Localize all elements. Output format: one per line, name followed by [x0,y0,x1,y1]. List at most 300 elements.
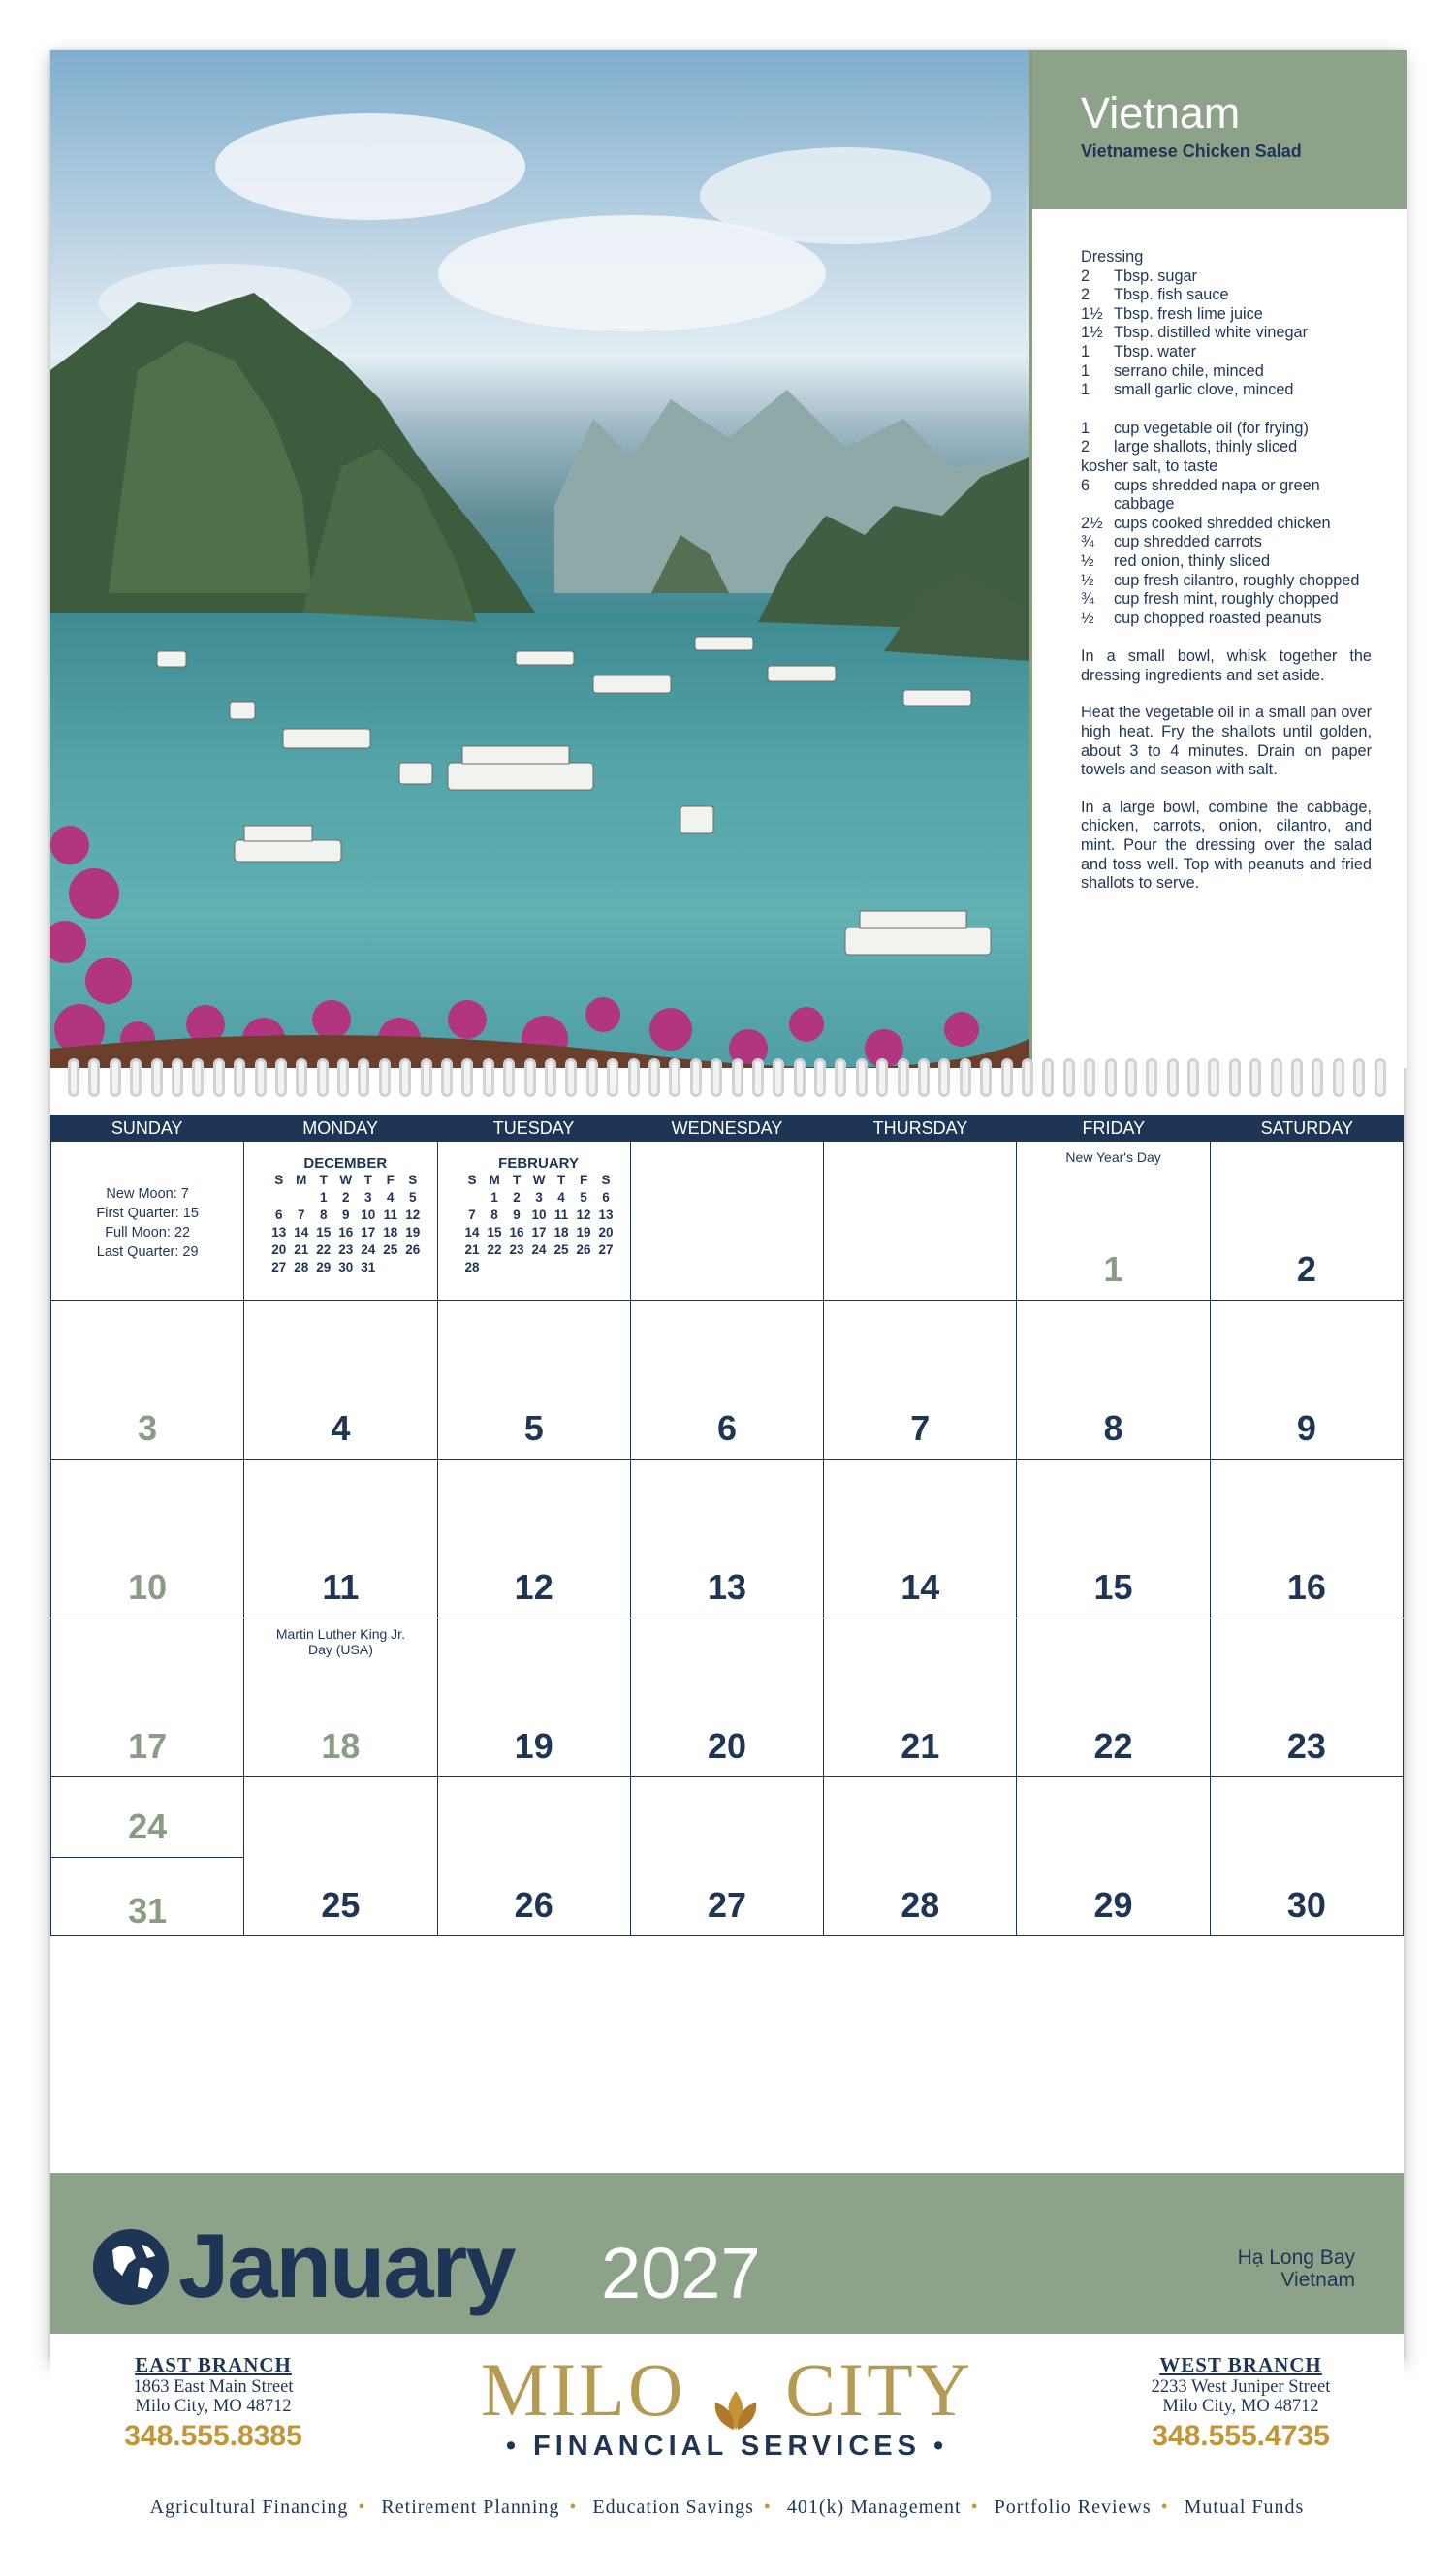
ingredient: 6 cups shredded napa or green cabbage [1081,476,1320,514]
mini-date: 13 [598,1208,614,1222]
binding-ring [88,1058,100,1097]
binding-ring [1105,1058,1117,1097]
recipe-step: Heat the vegetable oil in a small pan over high heat. Fry the shallots until golden, about 3 to 4 minutes. Drain on paper towels and season with salt. [1081,704,1372,779]
branch-street: 2233 West Juniper Street [1151,2377,1331,2397]
binding-ring [794,1058,806,1097]
company-logo [428,2347,1026,2463]
mini-date: 12 [576,1208,591,1222]
binding-ring [960,1058,971,1097]
date-number: 4 [331,1408,351,1448]
mini-calendar-row [268,1207,424,1224]
mini-weekday: T [556,1173,566,1187]
mini-weekday: S [274,1173,284,1187]
binding-ring [1001,1058,1013,1097]
binding-ring [1333,1058,1344,1097]
weekday-label: FRIDAY [1082,1118,1146,1138]
mini-date: 19 [405,1225,421,1240]
mini-date: 17 [531,1225,547,1240]
branch-city: Milo City, MO 48712 [135,2397,292,2416]
mini-date: 3 [535,1190,543,1205]
spiral-binding [50,1058,1404,1107]
date-number: 21 [901,1726,940,1766]
weekday-label: THURSDAY [872,1118,968,1138]
mini-date: 27 [271,1260,287,1274]
ingredient: 1 small garlic clove, minced [1081,381,1294,399]
mini-date: 23 [509,1242,524,1257]
day-cell[interactable] [1017,1777,1210,1936]
binding-ring [192,1058,204,1097]
binding-ring [296,1058,307,1097]
binding-ring [711,1058,722,1097]
mini-date: 11 [383,1208,397,1222]
mini-date: 26 [405,1242,421,1257]
ingredient: 1½ Tbsp. fresh lime juice [1081,304,1263,323]
date-number: 22 [1093,1726,1133,1766]
day-cell[interactable] [631,1777,824,1936]
mini-calendar-header-row [268,1172,424,1189]
service-item: Retirement Planning [381,2497,560,2518]
wheat-leaf-icon [708,2370,764,2426]
holiday-label: Martin Luther King Jr. Day (USA) [275,1626,405,1657]
date-number: 15 [1093,1567,1133,1607]
date-number: 29 [1093,1885,1133,1925]
binding-ring [1271,1058,1282,1097]
weekday-label: WEDNESDAY [671,1118,783,1138]
day-cell[interactable] [1017,1142,1210,1301]
day-cell[interactable] [1211,1460,1404,1618]
date-number: 25 [321,1885,361,1925]
branch-street: 1863 East Main Street [133,2377,294,2397]
mini-date [379,1259,401,1276]
binding-ring [1249,1058,1261,1097]
binding-ring [732,1058,743,1097]
mini-weekday: M [489,1173,500,1187]
binding-ring [1167,1058,1179,1097]
ingredient: 1 serrano chile, minced [1081,361,1264,380]
binding-ring [1375,1058,1386,1097]
mini-date [506,1259,528,1276]
mini-date: 28 [464,1260,480,1274]
mini-date: 6 [602,1190,610,1205]
date-number: 27 [707,1885,747,1925]
binding-ring [586,1058,598,1097]
date-number: 12 [514,1567,553,1607]
moon-phases-cell [51,1142,244,1301]
mini-weekday: T [319,1173,328,1187]
weekday-label: SATURDAY [1260,1118,1353,1138]
binding-ring [151,1058,163,1097]
day-cell[interactable] [631,1460,824,1618]
mini-date: 28 [294,1260,309,1274]
date-number: 5 [523,1408,544,1448]
binding-ring [648,1058,660,1097]
mini-date: 14 [464,1225,480,1240]
mini-date: 7 [298,1208,305,1222]
mini-calendar-previous [244,1142,437,1301]
binding-ring [690,1058,702,1097]
mini-date: 25 [383,1242,398,1257]
calendar-grid [50,1115,1404,1936]
mini-date: 4 [557,1190,565,1205]
mini-weekday: S [467,1173,477,1187]
day-cell[interactable] [51,1618,244,1777]
binding-ring [483,1058,494,1097]
date-number: 18 [321,1726,361,1766]
mini-calendar-row [461,1259,617,1276]
day-cell[interactable] [631,1301,824,1460]
binding-ring [337,1058,349,1097]
branch-phone: 348.555.4735 [1152,2420,1330,2452]
day-cell[interactable] [824,1777,1017,1936]
mini-date: 1 [490,1190,498,1205]
day-cell[interactable] [824,1301,1017,1460]
mini-date [401,1259,424,1276]
date-number: 7 [910,1408,931,1448]
weekday-label: MONDAY [302,1118,378,1138]
binding-ring [1291,1058,1303,1097]
east-branch [87,2353,339,2453]
date-number: 23 [1286,1726,1326,1766]
mini-date: 27 [598,1242,614,1257]
date-number: 11 [322,1567,360,1607]
date-number: 19 [514,1726,553,1766]
mini-date: 29 [316,1260,332,1274]
mini-date: 6 [275,1208,283,1222]
day-cell[interactable] [244,1777,437,1936]
branch-title: WEST BRANCH [1159,2353,1322,2376]
day-cell[interactable] [824,1618,1017,1777]
ingredient: ½ cup fresh cilantro, roughly chopped [1081,571,1360,589]
binding-ring [1042,1058,1054,1097]
mini-date: 2 [513,1190,521,1205]
ingredient: kosher salt, to taste [1081,456,1218,475]
holiday-label: New Year's Day [1065,1149,1161,1165]
binding-ring [980,1058,992,1097]
mini-date: 15 [316,1225,332,1240]
mini-date: 24 [531,1242,547,1257]
binding-ring [1146,1058,1157,1097]
mini-date: 7 [468,1208,476,1222]
day-cell[interactable] [438,1460,631,1618]
mini-calendar-row [268,1241,424,1259]
binding-ring [918,1058,930,1097]
binding-ring [421,1058,432,1097]
date-number: 8 [1103,1408,1123,1448]
date-number: 17 [128,1726,168,1766]
logo-word-left: MILO [480,2347,686,2432]
binding-ring [1187,1058,1199,1097]
empty-day-cell [824,1142,1017,1301]
binding-ring [399,1058,411,1097]
date-number: 26 [514,1885,553,1925]
cell-divider [51,1857,243,1858]
mini-date: 11 [553,1208,569,1222]
mini-weekday: T [364,1173,372,1187]
mini-calendar-row [461,1207,617,1224]
mini-date [595,1259,617,1276]
binding-ring [752,1058,764,1097]
mini-date [484,1259,506,1276]
binding-ring [441,1058,453,1097]
binding-ring [255,1058,267,1097]
mini-date: 16 [509,1225,524,1240]
day-cell[interactable] [631,1618,824,1777]
date-number: 24 [128,1806,168,1846]
mini-calendar-row [461,1241,617,1259]
binding-ring [379,1058,391,1097]
mini-date: 19 [576,1225,591,1240]
day-cell[interactable] [1017,1460,1210,1618]
day-cell[interactable] [244,1301,437,1460]
date-number: 9 [1296,1408,1316,1448]
logo-tagline: • FINANCIAL SERVICES • [505,2431,949,2462]
mini-date: 17 [361,1225,376,1240]
ingredient: 2 Tbsp. fish sauce [1081,286,1229,304]
mini-date: 30 [338,1260,354,1274]
landscape-illustration [50,50,1029,1068]
date-number: 28 [901,1885,940,1925]
mini-date: 5 [580,1190,587,1205]
globe-icon [93,2229,169,2305]
ingredient: ½ red onion, thinly sliced [1081,551,1271,570]
advertiser-footer [50,2334,1404,2576]
day-cell[interactable] [51,1460,244,1618]
mini-calendar-row [461,1189,617,1207]
ingredient: 2½ cups cooked shredded chicken [1081,514,1331,532]
recipe-dish: Vietnamese Chicken Salad [1081,141,1302,161]
service-item: Mutual Funds [1184,2497,1305,2518]
mini-calendar-row [268,1189,424,1207]
month-banner [50,2173,1404,2334]
binding-ring [1022,1058,1033,1097]
day-cell[interactable] [1017,1618,1210,1777]
day-cell[interactable] [244,1460,437,1618]
mini-weekday: F [386,1173,395,1187]
mini-date: 18 [553,1225,569,1240]
date-number: 6 [716,1408,737,1448]
binding-ring [1063,1058,1075,1097]
recipe-panel [1029,50,1407,1068]
date-number: 14 [901,1567,940,1607]
ingredient: 1½ Tbsp. distilled white vinegar [1081,324,1308,342]
date-number: 3 [138,1408,158,1448]
mini-date: 4 [387,1190,395,1205]
mini-date [551,1259,573,1276]
dressing-list [1081,267,1372,400]
mini-date: 22 [487,1242,502,1257]
mini-date: 9 [513,1208,521,1222]
binding-ring [1353,1058,1365,1097]
mini-date [528,1259,551,1276]
mini-date: 15 [487,1225,502,1240]
mini-date: 9 [342,1208,350,1222]
mini-date: 10 [531,1208,547,1222]
day-cell[interactable] [1017,1301,1210,1460]
mini-date: 21 [294,1242,309,1257]
binding-ring [358,1058,369,1097]
date-number: 31 [128,1891,168,1931]
mini-calendar-table [268,1172,424,1276]
mini-date: 18 [383,1225,398,1240]
mini-date: 22 [316,1242,332,1257]
binding-ring [130,1058,142,1097]
service-item: Agricultural Financing [149,2497,349,2518]
ingredient: ¾ cup shredded carrots [1081,533,1262,551]
mini-date: 24 [361,1242,376,1257]
date-number: 2 [1296,1249,1316,1289]
mini-weekday: S [601,1173,611,1187]
mini-date: 1 [320,1190,328,1205]
mini-date: 10 [361,1208,376,1222]
binding-ring [898,1058,909,1097]
binding-ring [1084,1058,1095,1097]
mini-date: 16 [338,1225,354,1240]
ha-long-bay-photo [50,50,1029,1068]
binding-ring [461,1058,473,1097]
binding-ring [565,1058,577,1097]
binding-ring [1208,1058,1219,1097]
date-number: 1 [1103,1249,1123,1289]
day-cell[interactable] [1211,1301,1404,1460]
mini-calendar-row [268,1224,424,1241]
mini-date: 8 [320,1208,328,1222]
mini-calendar-next [438,1142,631,1301]
binding-ring [1312,1058,1323,1097]
split-day-cell[interactable] [51,1777,244,1936]
date-number: 30 [1286,1885,1326,1925]
binding-ring [213,1058,225,1097]
binding-ring [110,1058,121,1097]
moon-phase: Last Quarter: 29 [96,1244,199,1260]
branch-city: Milo City, MO 48712 [1162,2397,1319,2416]
mini-weekday: W [339,1173,353,1187]
day-cell[interactable] [1211,1142,1404,1301]
day-cell[interactable] [1211,1777,1404,1936]
binding-ring [524,1058,536,1097]
mini-date: 3 [364,1190,372,1205]
photo-country: Vietnam [1280,2269,1355,2291]
mini-weekday: M [296,1173,307,1187]
ingredient: 2 large shallots, thinly sliced [1081,438,1298,456]
mini-date: 26 [576,1242,591,1257]
mini-date: 20 [271,1242,287,1257]
recipe-step: In a small bowl, whisk together the dressing ingredients and set aside. [1081,647,1372,684]
binding-ring [1229,1058,1241,1097]
day-cell[interactable] [438,1301,631,1460]
mini-date [290,1189,312,1207]
binding-ring [545,1058,556,1097]
mini-date: 5 [409,1190,417,1205]
ingredient: 1 Tbsp. water [1081,342,1197,361]
binding-ring [938,1058,950,1097]
mini-date: 20 [598,1225,614,1240]
binding-ring [234,1058,245,1097]
mini-date: 8 [490,1208,498,1222]
day-cell[interactable] [51,1301,244,1460]
binding-ring [317,1058,329,1097]
mini-calendar-title: DECEMBER [303,1155,388,1172]
mini-calendar-header-row [461,1172,617,1189]
recipe-header [1032,50,1407,209]
binding-ring [773,1058,784,1097]
logo-word-right: CITY [785,2347,974,2432]
binding-ring [628,1058,640,1097]
binding-ring [68,1058,79,1097]
ingredient: ½ cup chopped roasted peanuts [1081,609,1322,627]
binding-ring [856,1058,868,1097]
service-item: Education Savings [592,2497,754,2518]
date-number: 20 [707,1726,747,1766]
photo-caption [1238,2246,1355,2291]
recipe-body [1032,209,1407,894]
mini-calendar-table [461,1172,617,1276]
branch-phone: 348.555.8385 [124,2420,302,2452]
mini-date [268,1189,290,1207]
moon-phase: Full Moon: 22 [105,1225,191,1241]
binding-ring [275,1058,287,1097]
service-item: 401(k) Management [786,2497,962,2518]
binding-ring [669,1058,680,1097]
mini-calendar-row [268,1259,424,1276]
moon-phase: New Moon: 7 [106,1186,189,1202]
binding-ring [814,1058,826,1097]
services-list: Agricultural Financing • Retirement Planning • Education Savings • 401(k) Management • Portfolio Reviews • Mutual Funds [149,2497,1305,2518]
mini-weekday: W [532,1173,546,1187]
recipe-country: Vietnam [1081,88,1241,138]
binding-ring [1125,1058,1137,1097]
date-number: 16 [1286,1567,1326,1607]
binding-ring [607,1058,618,1097]
mini-calendar-row [461,1224,617,1241]
day-cell[interactable] [1211,1618,1404,1777]
recipe-step: In a large bowl, combine the cabbage, chicken, carrots, onion, cilantro, and mint. Pour the dressing over the salad and toss well. Top with peanuts and fried shallots to serve. [1081,798,1372,893]
photo-location: Hạ Long Bay [1237,2246,1355,2269]
mini-date: 23 [338,1242,354,1257]
mini-date: 13 [271,1225,287,1240]
binding-ring [503,1058,515,1097]
mini-date: 2 [342,1190,350,1205]
weekday-header [50,1115,1404,1142]
ingredient: ¾ cup fresh mint, roughly chopped [1081,590,1339,609]
ingredient: 1 cup vegetable oil (for frying) [1081,419,1309,437]
date-number: 10 [128,1567,168,1607]
day-cell[interactable] [824,1460,1017,1618]
mini-date [461,1189,484,1207]
mini-weekday: T [512,1173,522,1187]
service-item: Portfolio Reviews [994,2497,1152,2518]
mini-date: 14 [294,1225,309,1240]
day-cell[interactable] [244,1618,437,1777]
weekday-label: TUESDAY [492,1118,575,1138]
salad-list [1081,420,1372,629]
day-cell[interactable] [438,1777,631,1936]
mini-date: 31 [361,1260,376,1274]
day-cell[interactable] [438,1618,631,1777]
weekday-label: SUNDAY [111,1118,183,1138]
dressing-heading: Dressing [1081,248,1144,266]
ingredient: 2 Tbsp. sugar [1081,267,1197,285]
date-number: 13 [707,1567,747,1607]
calendar-page [50,50,1404,2518]
mini-calendar-title: FEBRUARY [498,1155,579,1172]
month-title: January [178,2215,515,2316]
binding-ring [172,1058,183,1097]
mini-date: 21 [464,1242,480,1257]
mini-date: 12 [405,1208,421,1222]
binding-ring [876,1058,888,1097]
mini-weekday: S [408,1173,418,1187]
mini-date: 25 [553,1242,569,1257]
